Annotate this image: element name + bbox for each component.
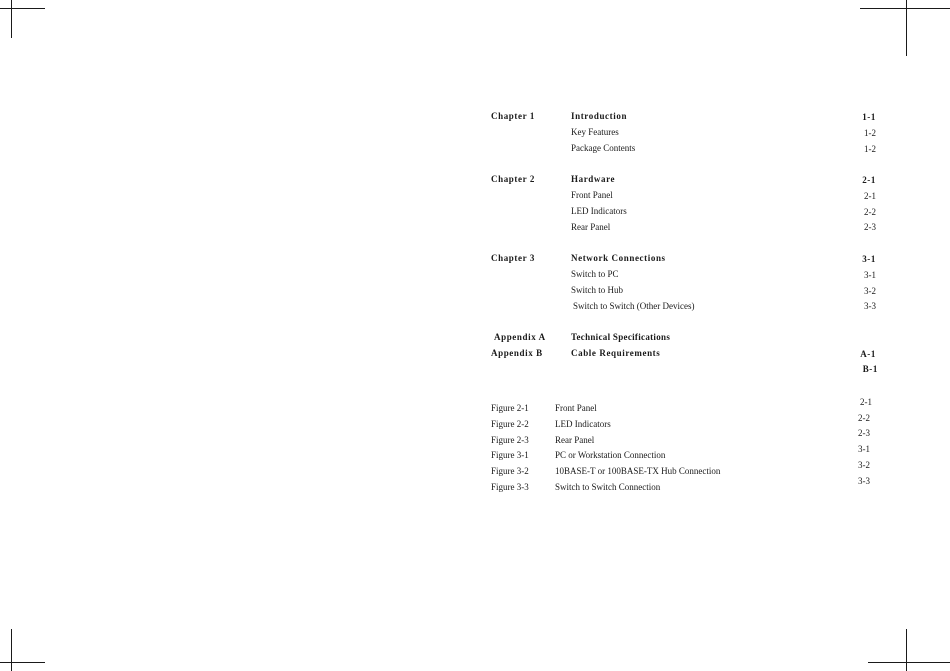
figure-label: Figure 2-2 — [491, 419, 529, 429]
figure-label: Figure 3-1 — [491, 450, 529, 460]
chapter-page: 2-1 — [862, 175, 876, 185]
figure-title: Front Panel — [555, 403, 597, 413]
figure-page: 2-3 — [858, 428, 870, 438]
figure-page: 2-1 — [860, 397, 872, 407]
section-title: Switch to Hub — [571, 285, 624, 295]
figure-label: Figure 3-2 — [491, 466, 529, 476]
chapter-page: 3-1 — [862, 254, 876, 264]
chapter-title: Hardware — [571, 174, 616, 184]
appendix-title: Technical Specifications — [571, 332, 671, 342]
figure-label: Figure 2-1 — [491, 403, 529, 413]
appendix-page: A-1 — [860, 349, 876, 359]
section-title: Key Features — [571, 127, 619, 137]
chapter-label: Chapter 1 — [491, 111, 535, 121]
figure-title: 10BASE-T or 100BASE-TX Hub Connection — [555, 466, 721, 476]
section-page: 2-3 — [864, 222, 876, 232]
crop-mark — [906, 629, 907, 671]
appendix-label: Appendix A — [494, 332, 546, 342]
section-page: 3-3 — [864, 301, 876, 311]
section-title: Package Contents — [571, 143, 636, 153]
crop-mark — [11, 629, 12, 671]
crop-mark — [868, 662, 950, 663]
figure-title: Rear Panel — [555, 435, 595, 445]
figure-page: 2-2 — [858, 413, 870, 423]
figure-label: Figure 3-3 — [491, 482, 529, 492]
figure-title: PC or Workstation Connection — [555, 450, 666, 460]
section-page: 2-1 — [864, 191, 876, 201]
chapter-title: Network Connections — [571, 253, 666, 263]
section-title: Rear Panel — [571, 222, 611, 232]
appendix-title: Cable Requirements — [571, 348, 661, 358]
figure-page: 3-2 — [858, 460, 870, 470]
chapter-page: 1-1 — [862, 112, 876, 122]
section-title: Switch to PC — [571, 269, 619, 279]
chapter-label: Chapter 3 — [491, 253, 535, 263]
section-title: Switch to Switch (Other Devices) — [573, 301, 695, 311]
crop-mark — [0, 662, 45, 663]
appendix-page: B-1 — [862, 364, 878, 374]
figure-page: 3-3 — [858, 476, 870, 486]
chapter-label: Chapter 2 — [491, 174, 535, 184]
figure-page: 3-1 — [858, 444, 870, 454]
section-title: Front Panel — [571, 190, 613, 200]
crop-mark — [11, 0, 12, 38]
section-page: 1-2 — [864, 128, 876, 138]
figure-label: Figure 2-3 — [491, 435, 529, 445]
figure-title: Switch to Switch Connection — [555, 482, 661, 492]
section-title: LED Indicators — [571, 206, 627, 216]
section-page: 3-2 — [864, 286, 876, 296]
appendix-label: Appendix B — [491, 348, 543, 358]
chapter-title: Introduction — [571, 111, 628, 121]
crop-mark — [860, 8, 950, 9]
section-page: 1-2 — [864, 144, 876, 154]
figure-title: LED Indicators — [555, 419, 611, 429]
section-page: 2-2 — [864, 207, 876, 217]
section-page: 3-1 — [864, 270, 876, 280]
crop-mark — [0, 8, 45, 9]
